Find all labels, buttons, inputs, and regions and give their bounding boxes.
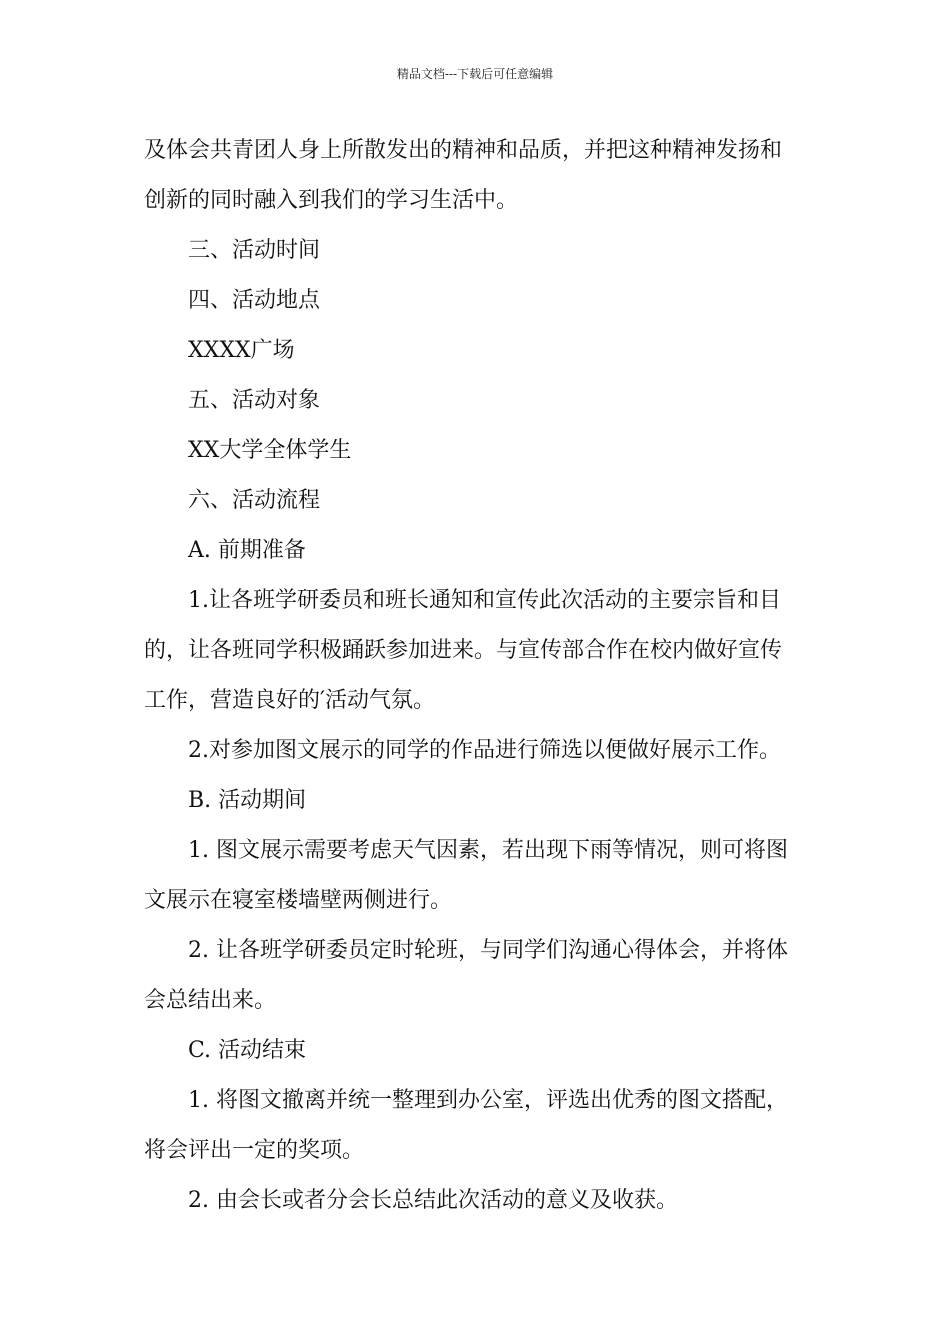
text-line: XX大学全体学生 [188,438,352,463]
subsection-heading: C. 活动结束 [188,1038,307,1063]
page-header: 精品文档---下载后可任意编辑 [396,67,554,81]
text-line: 1. 图文展示需要考虑天气因素，若出现下雨等情况，则可将图 [188,838,788,863]
text-line: XXXX广场 [188,338,295,363]
text-line: 1.让各班学研委员和班长通知和宣传此次活动的主要宗旨和目 [188,588,781,613]
subsection-heading: B. 活动期间 [188,788,307,813]
text-line: 工作，营造良好的′活动气氛。 [144,688,435,713]
text-line: 及体会共青团人身上所散发出的精神和品质，并把这种精神发扬和 [144,138,783,163]
section-heading: 四、活动地点 [188,288,321,313]
text-line: 2. 由会长或者分会长总结此次活动的意义及收获。 [188,1188,678,1213]
text-line: 文展示在寝室楼墙壁两侧进行。 [144,888,453,913]
section-heading: 三、活动时间 [188,238,321,263]
text-line: 1. 将图文撤离并统一整理到办公室，评选出优秀的图文搭配， [188,1088,788,1113]
text-line: 2. 让各班学研委员定时轮班，与同学们沟通心得体会，并将体 [188,938,788,963]
section-heading: 六、活动流程 [188,488,321,513]
document-body [144,126,809,1226]
text-line: 会总结出来。 [144,988,277,1013]
text-line: 的，让各班同学积极踊跃参加进来。与宣传部合作在校内做好宣传 [144,638,783,663]
text-line: 将会评出一定的奖项。 [144,1138,365,1163]
section-heading: 五、活动对象 [188,388,321,413]
text-line: 2.对参加图文展示的同学的作品进行筛选以便做好展示工作。 [188,738,781,763]
subsection-heading: A. 前期准备 [188,538,306,563]
text-line: 创新的同时融入到我们的学习生活中。 [144,188,519,213]
